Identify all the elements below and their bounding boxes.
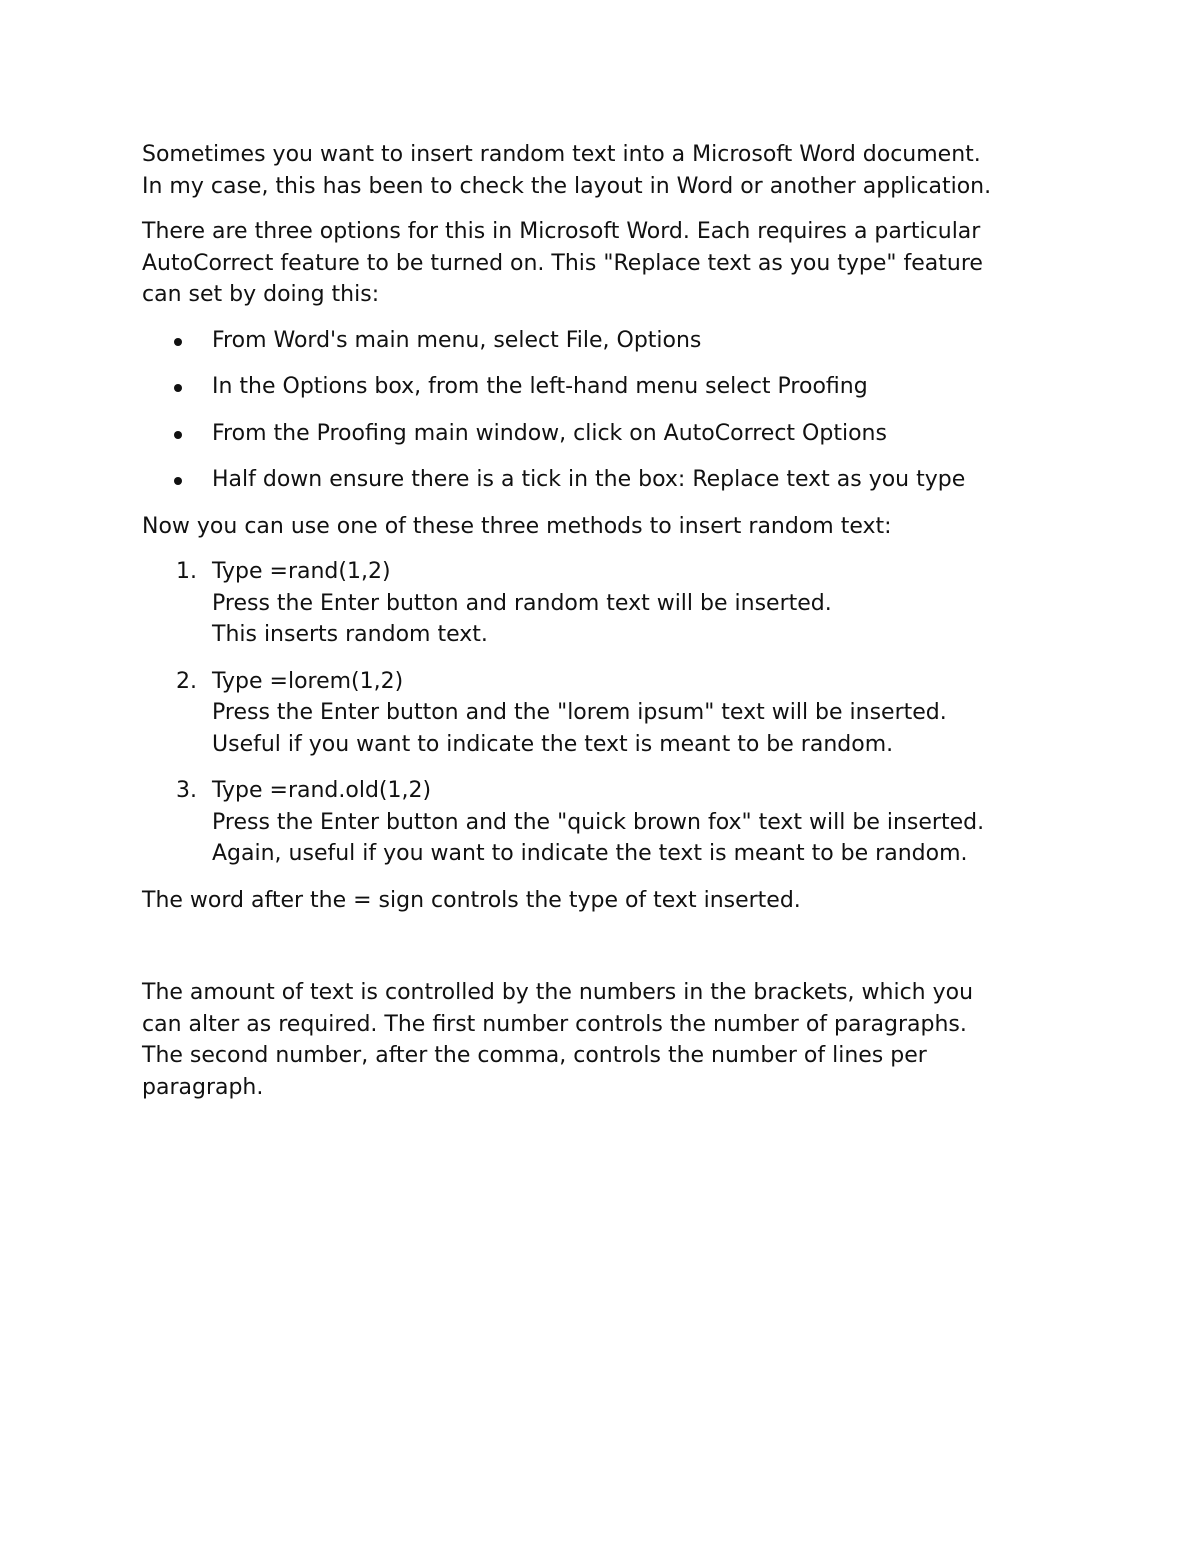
list-item-text: In the Options box, from the left-hand menu select Proofing (212, 374, 868, 399)
text-line: The second number, after the comma, controls the number of lines per (142, 1043, 927, 1068)
list-item (142, 418, 1072, 450)
word-note-paragraph (142, 885, 1072, 917)
text-line: Type =lorem(1,2) (212, 668, 404, 694)
text-line: Type =rand.old(1,2) (212, 778, 432, 803)
methods-numbered-list (142, 556, 1072, 870)
list-item (142, 371, 1072, 403)
methods-intro-paragraph (142, 511, 1072, 543)
bullet-icon (174, 431, 182, 439)
settings-bullet-list (142, 325, 1072, 496)
list-item (142, 666, 1072, 761)
text-line: Type =rand(1,2) (212, 559, 391, 584)
text-line: Press the Enter button and random text will be inserted. (212, 590, 832, 616)
text-line: The amount of text is controlled by the numbers in the brackets, which you (142, 980, 974, 1005)
text-line: There are three options for this in Microsoft Word. Each requires a particular (142, 219, 981, 244)
list-item (142, 775, 1072, 870)
list-item (142, 325, 1072, 357)
list-number: 1. (176, 559, 197, 584)
list-item-text: Half down ensure there is a tick in the box: Replace text as you type (212, 467, 966, 492)
bullet-icon (174, 477, 182, 485)
intro-paragraph (142, 139, 1072, 202)
text-line: Press the Enter button and the "lorem ipsum" text will be inserted. (212, 700, 947, 725)
text-line: Sometimes you want to insert random text into a Microsoft Word document. (142, 142, 981, 167)
text-line: The word after the = sign controls the type of text inserted. (142, 887, 801, 913)
text-line: This inserts random text. (212, 622, 488, 647)
text-line: Now you can use one of these three methods to insert random text: (142, 513, 892, 539)
empty-paragraph (142, 930, 1072, 977)
amount-note-paragraph (142, 977, 1072, 1103)
text-line: In my case, this has been to check the layout in Word or another application. (142, 173, 992, 199)
list-item-text: From Word's main menu, select File, Options (212, 327, 702, 353)
list-item (142, 556, 1072, 651)
document-body (142, 139, 1072, 1117)
text-line: AutoCorrect feature to be turned on. This "Replace text as you type" feature (142, 250, 983, 276)
list-number: 3. (176, 778, 197, 803)
text-line: Useful if you want to indicate the text is meant to be random. (212, 731, 894, 757)
list-item-text: From the Proofing main window, click on AutoCorrect Options (212, 420, 887, 446)
text-line: paragraph. (142, 1074, 264, 1100)
bullet-icon (174, 338, 182, 346)
list-number: 2. (176, 668, 197, 694)
text-line: Again, useful if you want to indicate the text is meant to be random. (212, 841, 968, 866)
list-item (142, 464, 1072, 496)
options-intro-paragraph (142, 216, 1072, 311)
bullet-icon (174, 384, 182, 392)
text-line: can set by doing this: (142, 282, 380, 307)
text-line: can alter as required. The first number controls the number of paragraphs. (142, 1011, 967, 1037)
text-line: Press the Enter button and the "quick brown fox" text will be inserted. (212, 809, 985, 835)
